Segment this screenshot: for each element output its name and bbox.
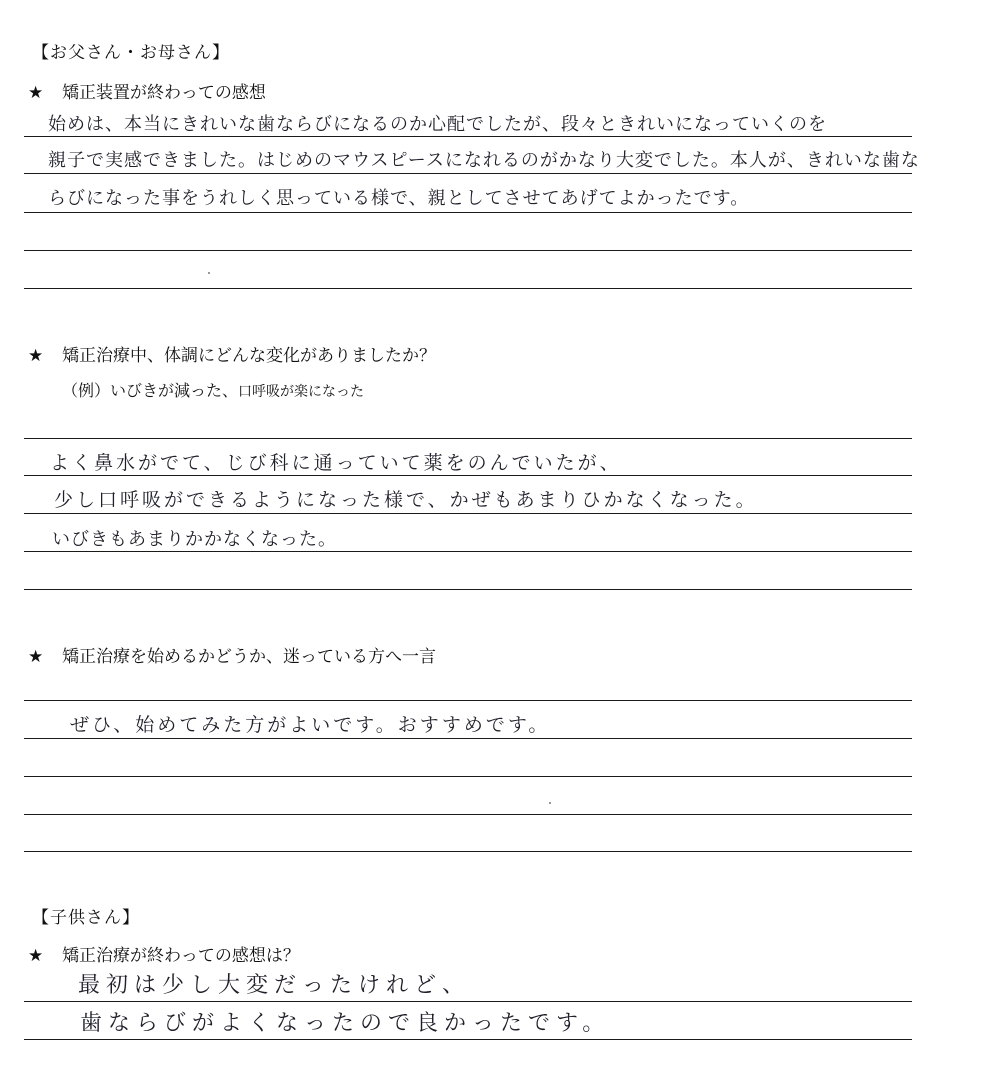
question-3-text: 矯正治療を始めるかどうか、迷っている方へ一言 — [62, 647, 436, 667]
writing-line — [24, 212, 912, 213]
scan-speck — [549, 802, 551, 804]
question-2-text: 矯正治療中、体調にどんな変化がありましたか？ — [62, 346, 436, 366]
question-1 — [28, 78, 266, 103]
writing-line — [24, 589, 912, 590]
question-2 — [28, 341, 436, 366]
scan-speck — [208, 272, 210, 274]
writing-line — [24, 1039, 912, 1040]
parents-section-heading: 【お父さん・お母さん】 — [32, 43, 230, 63]
question-1-text: 矯正装置が終わっての感想 — [62, 83, 266, 103]
child-question-1-text: 矯正治療が終わっての感想は？ — [62, 946, 300, 966]
answer-1-line-2: 親子で実感できました。はじめのマウスピースになれるのがかなり大変でした。本人が、きれいな歯な — [48, 150, 920, 171]
writing-line — [24, 851, 912, 852]
star-icon: ★ — [28, 647, 44, 667]
answer-1-line-1: 始めは、本当にきれいな歯ならびになるのか心配でしたが、段々ときれいになっていくのを — [48, 114, 827, 135]
star-icon: ★ — [28, 83, 44, 103]
answer-2-line-3: いびきもあまりかかなくなった。 — [52, 529, 337, 550]
writing-line — [24, 814, 912, 815]
writing-line — [24, 250, 912, 251]
answer-2-line-1: よく鼻水がでて、じび科に通っていて薬をのんでいたが、 — [50, 452, 622, 474]
question-2-example — [62, 378, 364, 401]
child-answer-line-1: 最初は少し大変だったけれど、 — [78, 973, 471, 998]
writing-line — [24, 288, 912, 289]
writing-line — [24, 475, 912, 476]
writing-line — [24, 1001, 912, 1002]
child-section-heading: 【子供さん】 — [32, 908, 140, 928]
example-suffix: 口呼吸が楽になった — [238, 384, 365, 400]
writing-line — [24, 700, 912, 701]
child-question-1 — [28, 941, 300, 966]
question-3 — [28, 642, 436, 667]
example-prefix: （例）いびきが減った、 — [62, 381, 239, 400]
answer-1-line-3: らびになった事をうれしく思っている様で、親としてさせてあげてよかったです。 — [48, 188, 750, 209]
writing-line — [24, 136, 912, 137]
writing-line — [24, 738, 912, 739]
answer-2-line-2: 少し口呼吸ができるようになった様で、かぜもあまりひかなくなった。 — [54, 489, 758, 511]
star-icon: ★ — [28, 346, 44, 366]
writing-line — [24, 173, 912, 174]
writing-line — [24, 551, 912, 552]
writing-line — [24, 776, 912, 777]
writing-line — [24, 438, 912, 439]
answer-3-line-1: ぜひ、始めてみた方がよいです。おすすめです。 — [70, 714, 551, 736]
writing-line — [24, 513, 912, 514]
star-icon: ★ — [28, 946, 44, 966]
child-answer-line-2: 歯ならびがよくなったので良かったです。 — [80, 1011, 611, 1036]
